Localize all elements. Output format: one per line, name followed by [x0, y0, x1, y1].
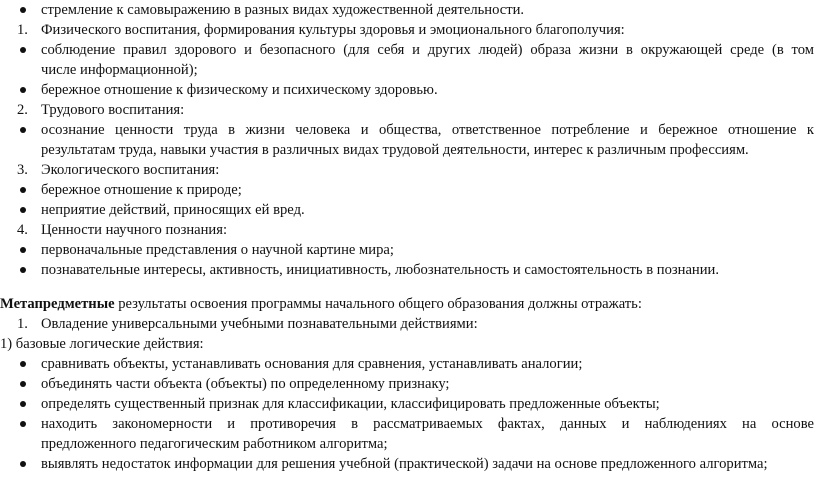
- section-paragraph: [0, 294, 816, 314]
- list-item: сравнивать объекты, устанавливать основания для сравнения, устанавливать аналогии;: [0, 354, 816, 374]
- list-number: 1.: [17, 316, 28, 332]
- bullet-icon: [20, 207, 26, 213]
- list-number: 1.: [17, 22, 28, 38]
- numbered-heading: 2. Трудового воспитания:: [17, 102, 185, 118]
- list-item-continuation: результатам труда, навыки участия в различных видах трудовой деятельности, интерес к различным профессиям.: [41, 142, 749, 158]
- bullet-icon: [20, 127, 26, 133]
- section-intro: результаты освоения программы начального общего образования должны отражать:: [118, 296, 642, 312]
- list-number: 2.: [17, 102, 28, 118]
- list-item: соблюдение правил здорового и безопасного (для себя и других людей) образа жизни в окружающей среде (в том: [0, 40, 816, 60]
- bullet-icon: [20, 401, 26, 407]
- section-term: Метапредметные: [0, 296, 115, 312]
- list-item: бережное отношение к физическому и психическому здоровью.: [0, 80, 816, 100]
- bullet-icon: [20, 7, 26, 13]
- list-item: познавательные интересы, активность, инициативность, любознательность и самостоятельность в познании.: [0, 260, 816, 280]
- bullet-icon: [20, 187, 26, 193]
- list-item: первоначальные представления о научной картине мира;: [0, 240, 816, 260]
- list-item: выявлять недостаток информации для решения учебной (практической) задачи на основе предложенного алгоритма;: [0, 454, 816, 474]
- bullet-icon: [20, 421, 26, 427]
- list-number: 4.: [17, 222, 28, 238]
- list-item: стремление к самовыражению в разных видах художественной деятельности.: [0, 0, 816, 20]
- subheading: 1) базовые логические действия:: [0, 336, 204, 352]
- bullet-icon: [20, 87, 26, 93]
- list-number: 3.: [17, 162, 28, 178]
- bullet-icon: [20, 461, 26, 467]
- bullet-icon: [20, 267, 26, 273]
- list-item: осознание ценности труда в жизни человека и общества, ответственное потребление и бережное отношение к: [0, 120, 816, 140]
- bullet-icon: [20, 247, 26, 253]
- numbered-heading: 1. Физического воспитания, формирования культуры здоровья и эмоционального благополучия:: [17, 22, 625, 38]
- list-item: неприятие действий, приносящих ей вред.: [0, 200, 816, 220]
- list-item: объединять части объекта (объекты) по определенному признаку;: [0, 374, 816, 394]
- list-item: находить закономерности и противоречия в рассматриваемых фактах, данных и наблюдениях на основе: [0, 414, 816, 434]
- numbered-heading: 3. Экологического воспитания:: [17, 162, 220, 178]
- list-item-continuation: числе информационной);: [41, 62, 198, 78]
- list-item: бережное отношение к природе;: [0, 180, 816, 200]
- bullet-icon: [20, 47, 26, 53]
- numbered-heading: 1. Овладение универсальными учебными познавательными действиями:: [17, 316, 478, 332]
- numbered-heading: 4. Ценности научного познания:: [17, 222, 228, 238]
- bullet-icon: [20, 381, 26, 387]
- bullet-icon: [20, 361, 26, 367]
- list-item-continuation: предложенного педагогическим работником алгоритма;: [41, 436, 388, 452]
- list-item: определять существенный признак для классификации, классифицировать предложенные объекты;: [0, 394, 816, 414]
